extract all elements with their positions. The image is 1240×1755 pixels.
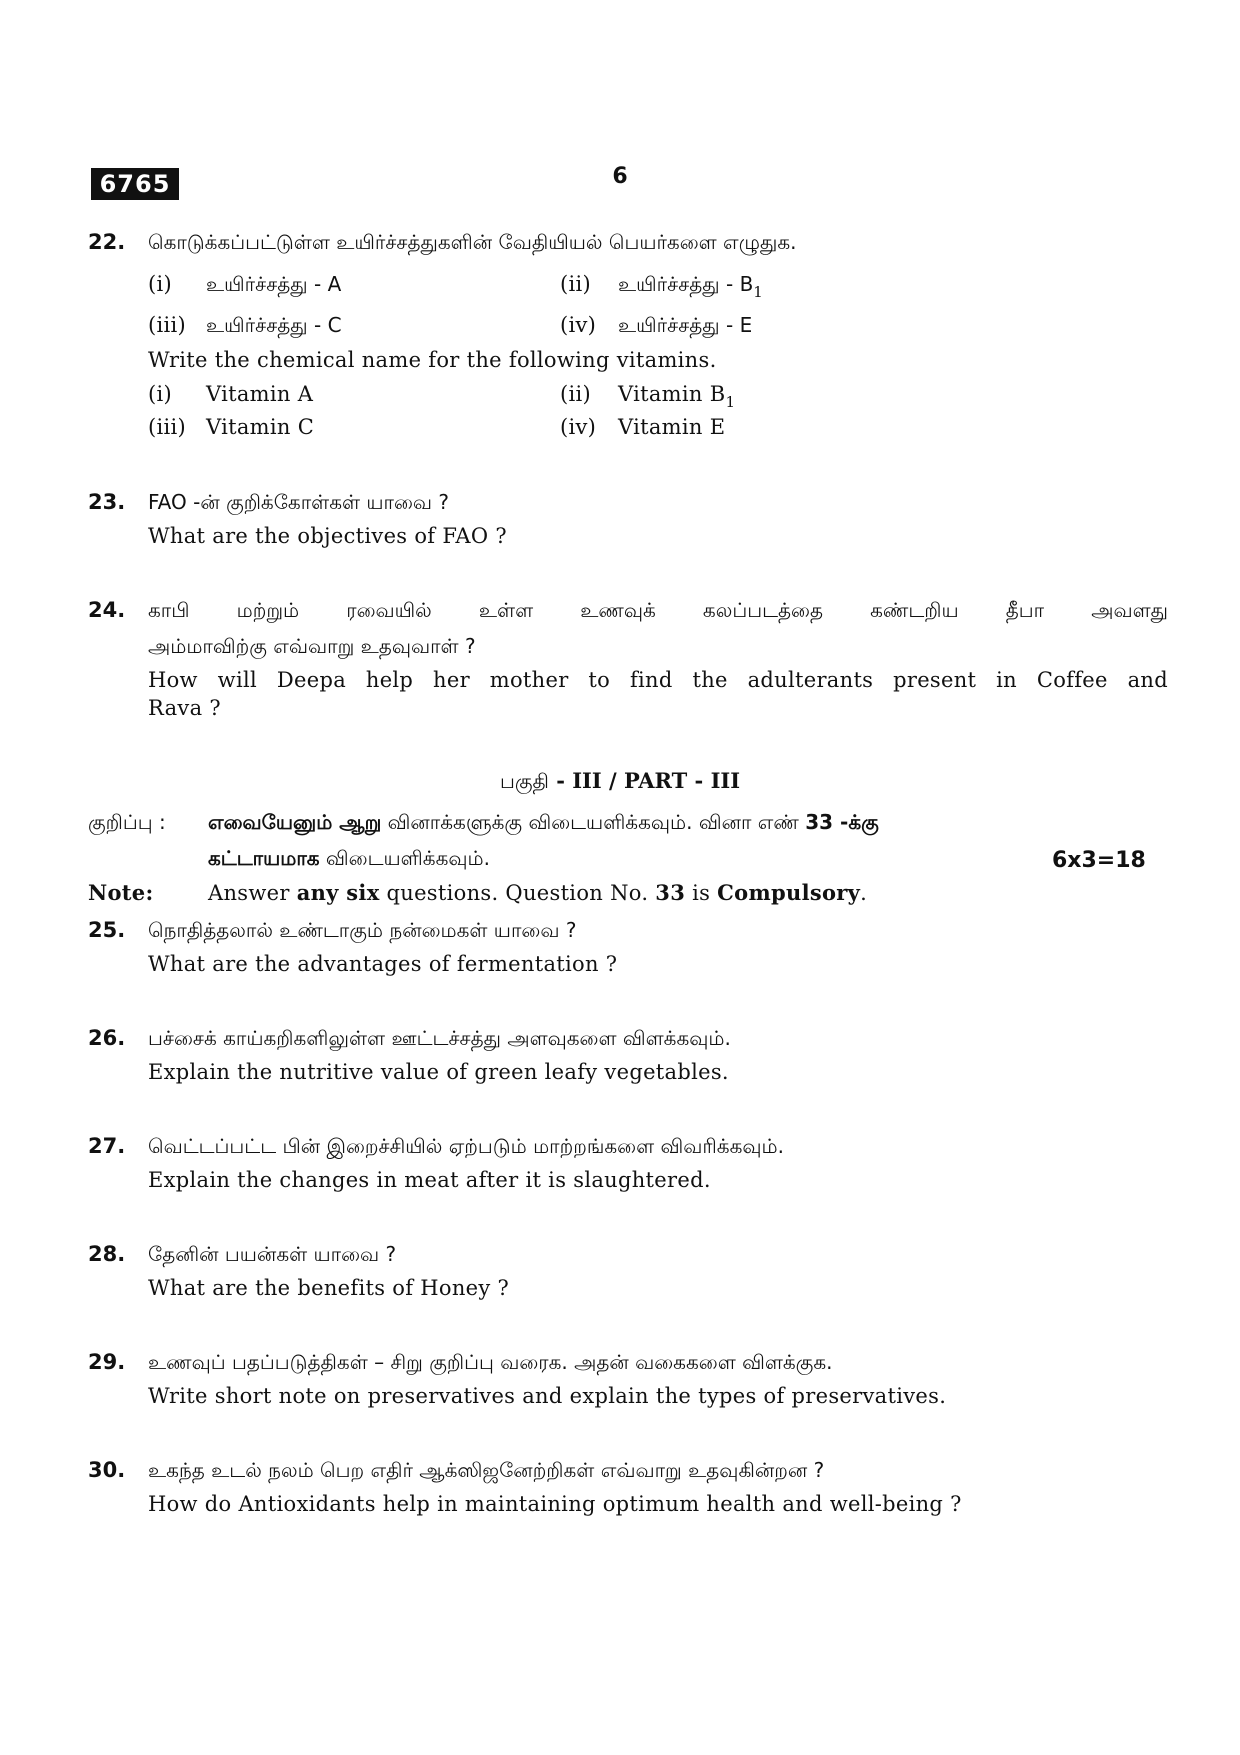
marks-label: 6x3=18 (1052, 848, 1146, 873)
question-text-tamil: வெட்டப்பட்ட பின் இறைச்சியில் ஏற்படும் மாற்றங்களை விவரிக்கவும். (148, 1134, 784, 1158)
option-ta-2: (ii) உயிர்ச்சத்து - $B_1$ (560, 272, 764, 301)
question-text-english: What are the advantages of fermentation ? (148, 952, 618, 976)
question-text-english: Explain the changes in meat after it is slaughtered. (148, 1168, 711, 1192)
question-text-tamil: பச்சைக் காய்கறிகளிலுள்ள ஊட்டச்சத்து அளவுகளை விளக்கவும். (148, 1026, 731, 1050)
question-text-tamil: உகந்த உடல் நலம் பெற எதிர் ஆக்ஸிஜனேற்றிகள் எவ்வாறு உதவுகின்றன ? (148, 1458, 825, 1482)
part-heading: பகுதி - III / PART - III (499, 768, 741, 793)
question-number: 24. (88, 598, 126, 622)
note-text-english: Answer any six questions. Question No. 33 is Compulsory. (208, 880, 868, 905)
question-text-english: Write short note on preservatives and explain the types of preservatives. (148, 1384, 947, 1408)
question-text-tamil: FAO -ன் குறிக்கோள்கள் யாவை ? (148, 490, 450, 514)
question-text-english-line2: Rava ? (148, 696, 221, 720)
question-text-tamil-line1: காபி மற்றும் ரவையில் உள்ள உணவுக் கலப்படத்தை கண்டறிய தீபா அவளது (148, 598, 1168, 622)
option-en-3: (iii) Vitamin C (148, 415, 315, 439)
option-ta-4: (iv) உயிர்ச்சத்து - E (560, 313, 753, 337)
question-number: 28. (88, 1242, 126, 1266)
question-number: 26. (88, 1026, 126, 1050)
question-text-tamil: கொடுக்கப்பட்டுள்ள உயிர்ச்சத்துகளின் வேதியியல் பெயர்களை எழுதுக. (148, 230, 797, 254)
question-text-tamil: நொதித்தலால் உண்டாகும் நன்மைகள் யாவை ? (148, 918, 577, 942)
paper-code-badge: 6765 (91, 168, 179, 200)
question-text-tamil: உணவுப் பதப்படுத்திகள் – சிறு குறிப்பு வரைக. அதன் வகைகளை விளக்குக. (148, 1350, 833, 1374)
question-number: 30. (88, 1458, 126, 1482)
question-text-tamil: தேனின் பயன்கள் யாவை ? (148, 1242, 397, 1266)
question-text-english: Explain the nutritive value of green leafy vegetables. (148, 1060, 729, 1084)
option-en-2: (ii) Vitamin $B_1$ (560, 382, 736, 411)
question-number: 27. (88, 1134, 126, 1158)
question-text-english: What are the benefits of Honey ? (148, 1276, 510, 1300)
question-number: 22. (88, 230, 126, 254)
question-text-english-line1: How will Deepa help her mother to find the adulterants present in Coffee and (148, 668, 1168, 692)
note-label-english: Note: (88, 880, 154, 905)
question-text-english: How do Antioxidants help in maintaining optimum health and well-being ? (148, 1492, 962, 1516)
note-text-tamil-line2: கட்டாயமாக விடையளிக்கவும். (208, 846, 490, 870)
option-en-4: (iv) Vitamin E (560, 415, 726, 439)
page-number: 6 (612, 164, 628, 189)
note-label-tamil: குறிப்பு : (88, 810, 166, 834)
option-en-1: (i) Vitamin A (148, 382, 314, 406)
question-number: 25. (88, 918, 126, 942)
question-text-tamil-line2: அம்மாவிற்கு எவ்வாறு உதவுவாள் ? (148, 634, 476, 658)
note-text-tamil-line1: எவையேனும் ஆறு வினாக்களுக்கு விடையளிக்கவும். வினா எண் 33 -க்கு (208, 810, 879, 834)
question-number: 23. (88, 490, 126, 514)
question-text-english: What are the objectives of FAO ? (148, 524, 507, 548)
option-ta-1: (i) உயிர்ச்சத்து - A (148, 272, 342, 296)
question-text-english: Write the chemical name for the following vitamins. (148, 348, 717, 372)
option-ta-3: (iii) உயிர்ச்சத்து - C (148, 313, 342, 337)
question-number: 29. (88, 1350, 126, 1374)
